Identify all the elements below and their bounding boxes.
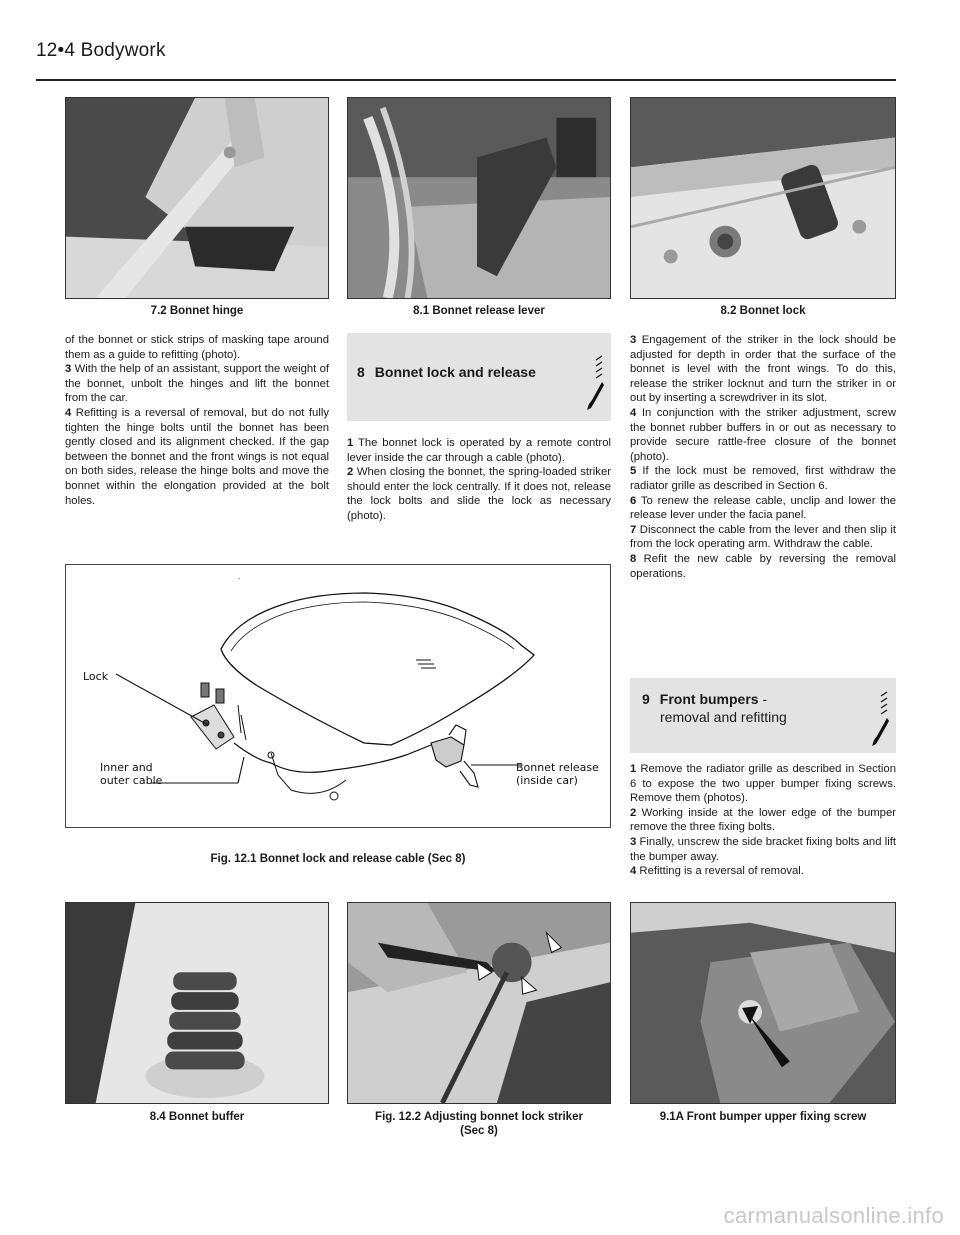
step-number: 4 <box>630 406 637 419</box>
caption-bonnet-hinge: 7.2 Bonnet hinge <box>150 305 244 317</box>
caption-bonnet-buffer: 8.4 Bonnet buffer <box>149 1111 245 1123</box>
paragraph <box>65 406 329 508</box>
step-number: 2 <box>347 466 354 479</box>
step-number: 4 <box>65 406 72 419</box>
column-1-text <box>65 333 329 508</box>
step-text: Remove the radiator grille as described in Section 6 to expose the two upper bumper fixing screws. Remove them (photos). <box>630 763 896 805</box>
step-number: 1 <box>347 437 354 449</box>
section-title-text: Bonnet lock and release <box>374 364 536 380</box>
step-number: 4 <box>630 865 637 878</box>
step-text: Finally, unscrew the side bracket fixing bolts and lift the bumper away. <box>630 835 896 863</box>
section-9-text <box>630 762 896 879</box>
section-8-title <box>357 364 557 380</box>
section-number: 9 <box>642 691 650 707</box>
step-text: Working inside at the lower edge of the bumper remove the three fixing bolts. <box>630 806 896 834</box>
caption-line2: (Sec 8) <box>460 1125 498 1137</box>
step-number: 3 <box>630 334 637 346</box>
photo-bonnet-hinge <box>65 97 329 299</box>
paragraph <box>630 406 896 464</box>
step-text: Refitting is a reversal of removal, but do not fully tighten the hinge bolts until the bonnet has been gently closed and its alignment checked. If the gap between the bonnet and the front wings is not equal on both sides, release the hinge bolts and move the bonnet within the elongation provided at the bolt holes. <box>65 406 329 507</box>
figure-label-release-line1: Bonnet release <box>516 761 599 774</box>
section-title-text: Front bumpers <box>659 691 759 707</box>
step-text: The bonnet lock is operated by a remote control lever inside the car through a cable (photo). <box>347 437 611 464</box>
step-text: Disconnect the cable from the lever and then slip it from the lock operating arm. Withdraw the cable. <box>630 523 896 551</box>
figure-label-lock: Lock <box>83 670 109 683</box>
step-text: Engagement of the striker in the lock should be adjusted for depth in order that the surface of the bonnet is level with the front wings. To do this, release the striker locknut and turn the striker in or out by inserting a screwdriver in its slot. <box>630 334 896 405</box>
paragraph <box>630 523 896 552</box>
paragraph <box>630 552 896 581</box>
paragraph <box>630 464 896 493</box>
photo-bonnet-lock <box>630 97 896 299</box>
figure-label-release <box>516 761 599 787</box>
step-number: 2 <box>630 806 637 819</box>
svg-text:.: . <box>238 572 241 581</box>
difficulty-spanner-icon <box>869 688 891 748</box>
caption-front-bumper-screw: 9.1A Front bumper upper fixing screw <box>659 1111 867 1123</box>
section-number: 8 <box>357 364 365 380</box>
step-text: Refitting is a reversal of removal. <box>636 865 804 878</box>
section-title-subtext: removal and refitting <box>660 709 787 725</box>
step-number: 3 <box>65 363 72 376</box>
photo-bonnet-release-lever <box>347 97 611 299</box>
step-text: With the help of an assistant, support the weight of the bonnet, unbolt the hinges and lift the bonnet from the car. <box>65 363 329 405</box>
photo-bonnet-buffer <box>65 902 329 1104</box>
caption-bonnet-release-lever: 8.1 Bonnet release lever <box>413 305 545 317</box>
paragraph <box>630 494 896 523</box>
page-header: 12•4 Bodywork <box>36 40 166 61</box>
section-8-text <box>347 436 611 524</box>
figure-label-release-line2: (inside car) <box>516 774 578 787</box>
figure-label-cable-line2: outer cable <box>100 774 163 787</box>
step-number: 8 <box>630 552 637 565</box>
figure-bonnet-lock-diagram <box>65 564 611 828</box>
paragraph <box>630 806 896 835</box>
figure-label-cable-line1: Inner and <box>100 761 153 774</box>
photo-front-bumper-screw <box>630 902 896 1104</box>
step-text: To renew the release cable, unclip and lower the release lever under the facia panel. <box>630 494 896 522</box>
section-9-title <box>642 690 842 726</box>
step-text: If the lock must be removed, first withdraw the radiator grille as described in Section 6. <box>630 465 896 492</box>
paragraph: of the bonnet or stick strips of masking tape around them as a guide to refitting (photo). <box>65 334 329 361</box>
caption-line1: Fig. 12.2 Adjusting bonnet lock striker <box>375 1111 583 1123</box>
paragraph <box>630 762 896 806</box>
header-rule <box>36 79 896 81</box>
figure-label-cable <box>100 761 162 787</box>
paragraph <box>630 835 896 864</box>
step-number: 7 <box>630 523 637 536</box>
paragraph <box>347 465 611 523</box>
difficulty-spanner-icon <box>584 352 606 412</box>
caption-adjusting-striker <box>347 1110 611 1138</box>
watermark: carmanualsonline.info <box>723 1203 944 1228</box>
section-title-dash: - <box>758 691 768 707</box>
photo-adjusting-striker <box>347 902 611 1104</box>
paragraph <box>630 864 896 879</box>
paragraph <box>630 333 896 406</box>
step-number: 3 <box>630 835 637 848</box>
step-number: 1 <box>630 763 637 775</box>
column-3-text <box>630 333 896 581</box>
step-text: In conjunction with the striker adjustment, screw the bonnet rubber buffers in or out as necessary to provide secure rattle-free closure of the bonnet (photo). <box>630 406 896 463</box>
step-text: When closing the bonnet, the spring-loaded striker should enter the lock centrally. If it does not, release the lock bolts and slide the lock as necessary (photo). <box>347 466 611 522</box>
step-number: 6 <box>630 494 637 507</box>
step-text: Refit the new cable by reversing the removal operations. <box>630 552 896 580</box>
figure-caption: Fig. 12.1 Bonnet lock and release cable (Sec 8) <box>210 853 466 865</box>
caption-bonnet-lock: 8.2 Bonnet lock <box>720 305 806 317</box>
step-number: 5 <box>630 465 637 478</box>
paragraph <box>347 436 611 465</box>
paragraph <box>65 362 329 406</box>
